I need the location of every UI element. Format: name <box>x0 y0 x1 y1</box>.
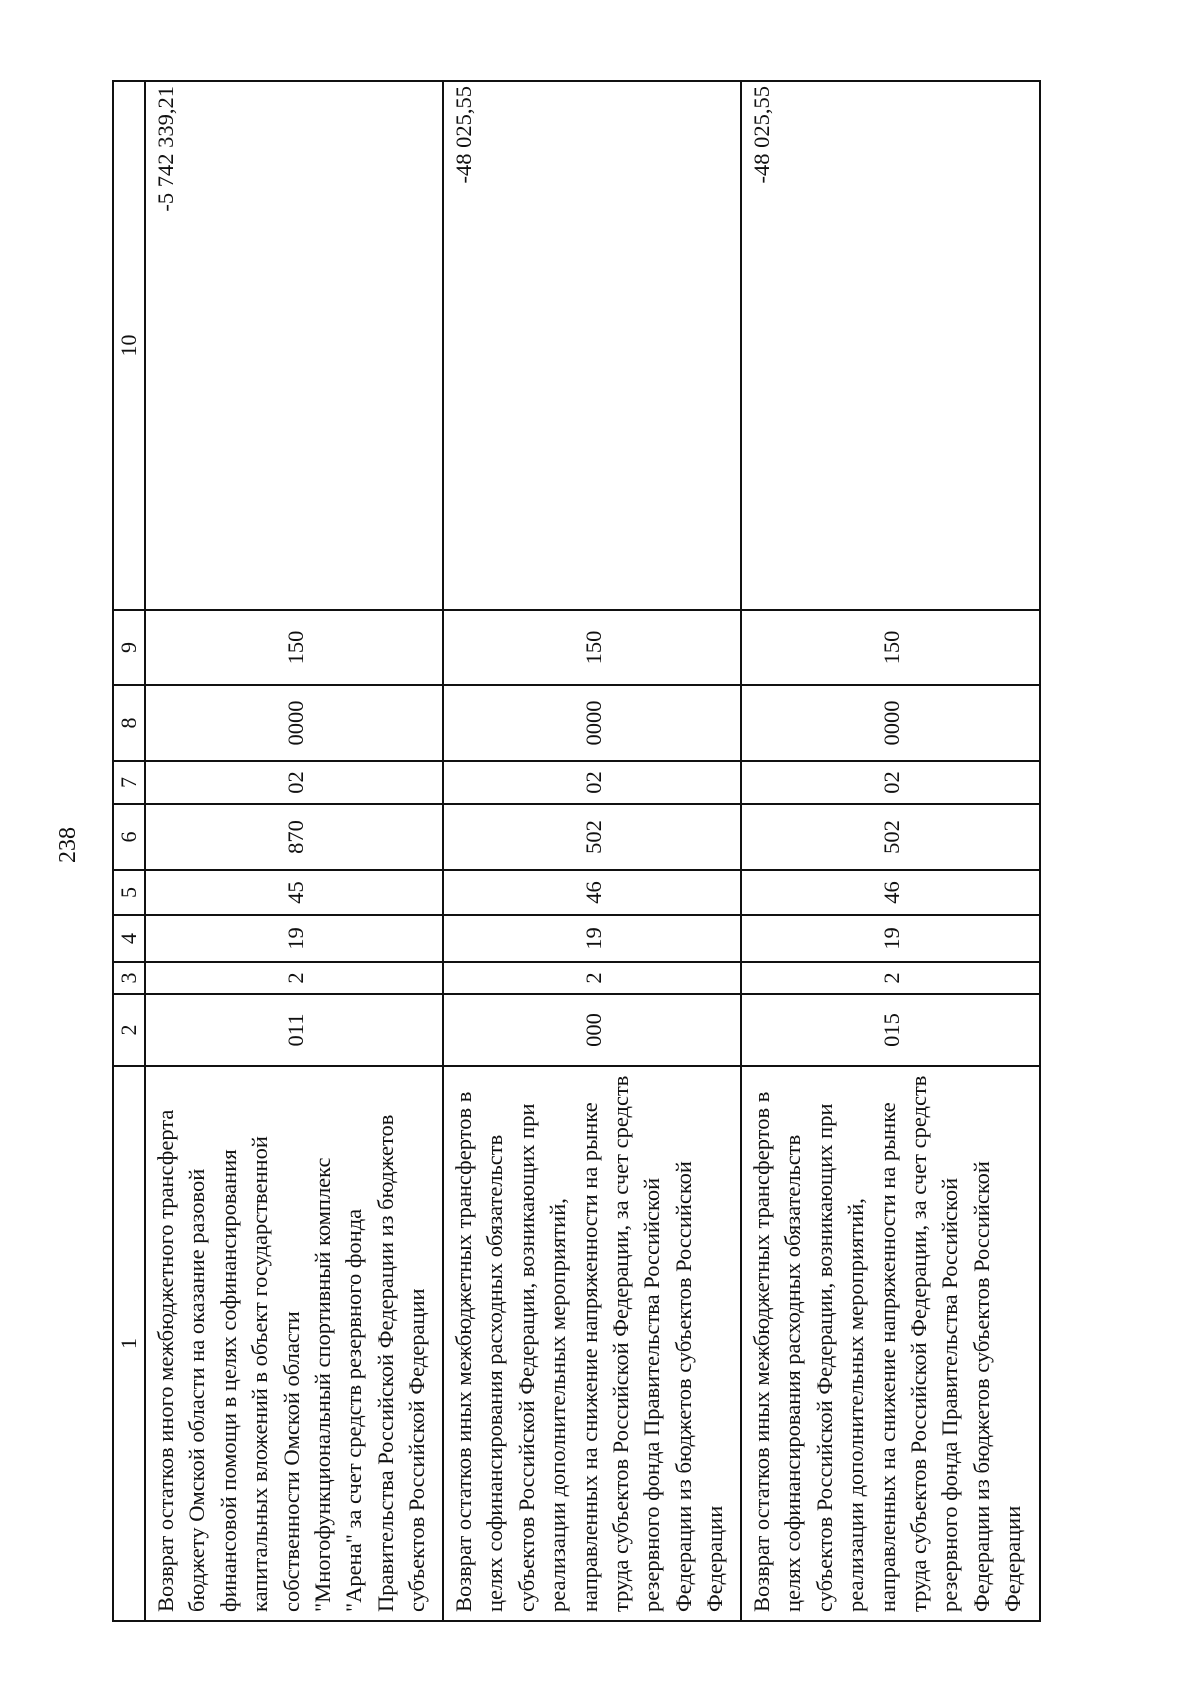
column-header: 3 <box>113 962 145 994</box>
code-cell: 150 <box>145 610 443 685</box>
code-cell: 19 <box>443 915 741 962</box>
row-description: Возврат остатков иного межбюджетного трансферта бюджету Омской области на оказание разовой финансовой помощи в целях софинансирования капитальных вложений в объект государственной собственности Омской области "Многофункциональный спортивный комплекс "Арена" за счет средств резервного фонда Правительства Российской Федерации из бюджетов субъектов Российской Федерации <box>145 1066 443 1621</box>
code-cell: 2 <box>741 962 1040 994</box>
code-cell: 2 <box>443 962 741 994</box>
column-header: 5 <box>113 870 145 915</box>
budget-table <box>112 80 1041 1622</box>
code-cell: 46 <box>443 870 741 915</box>
page-number: 238 <box>55 827 81 863</box>
code-cell: 46 <box>741 870 1040 915</box>
amount-cell: -48 025,55 <box>443 81 741 610</box>
code-cell: 02 <box>443 761 741 804</box>
rotated-table-area <box>112 82 1037 1622</box>
code-cell: 015 <box>741 994 1040 1066</box>
table-row <box>145 81 443 1621</box>
code-cell: 45 <box>145 870 443 915</box>
code-cell: 19 <box>741 915 1040 962</box>
column-header: 9 <box>113 610 145 685</box>
code-cell: 0000 <box>741 685 1040 761</box>
column-header: 6 <box>113 804 145 870</box>
code-cell: 502 <box>443 804 741 870</box>
code-cell: 150 <box>443 610 741 685</box>
column-header: 1 <box>113 1066 145 1621</box>
code-cell: 02 <box>145 761 443 804</box>
column-header: 8 <box>113 685 145 761</box>
table-row <box>443 81 741 1621</box>
code-cell: 0000 <box>443 685 741 761</box>
code-cell: 870 <box>145 804 443 870</box>
column-header: 10 <box>113 81 145 610</box>
amount-cell: -5 742 339,21 <box>145 81 443 610</box>
table-row <box>741 81 1040 1621</box>
code-cell: 502 <box>741 804 1040 870</box>
code-cell: 150 <box>741 610 1040 685</box>
column-header: 4 <box>113 915 145 962</box>
column-header: 7 <box>113 761 145 804</box>
row-description: Возврат остатков иных межбюджетных трансфертов в целях софинансирования расходных обязательств субъектов Российской Федерации, возникающих при реализации дополнительных мероприятий, направленных на снижение напряженности на рынке труда субъектов Российской Федерации, за счет средств резервного фонда Правительства Российской Федерации из бюджетов субъектов Российской Федерации <box>443 1066 741 1621</box>
code-cell: 02 <box>741 761 1040 804</box>
column-header-row <box>113 81 145 1621</box>
amount-cell: -48 025,55 <box>741 81 1040 610</box>
code-cell: 2 <box>145 962 443 994</box>
code-cell: 19 <box>145 915 443 962</box>
code-cell: 011 <box>145 994 443 1066</box>
code-cell: 000 <box>443 994 741 1066</box>
column-header: 2 <box>113 994 145 1066</box>
code-cell: 0000 <box>145 685 443 761</box>
row-description: Возврат остатков иных межбюджетных трансфертов в целях софинансирования расходных обязательств субъектов Российской Федерации, возникающих при реализации дополнительных мероприятий, направленных на снижение напряженности на рынке труда субъектов Российской Федерации, за счет средств резервного фонда Правительства Российской Федерации из бюджетов субъектов Российской Федерации <box>741 1066 1040 1621</box>
